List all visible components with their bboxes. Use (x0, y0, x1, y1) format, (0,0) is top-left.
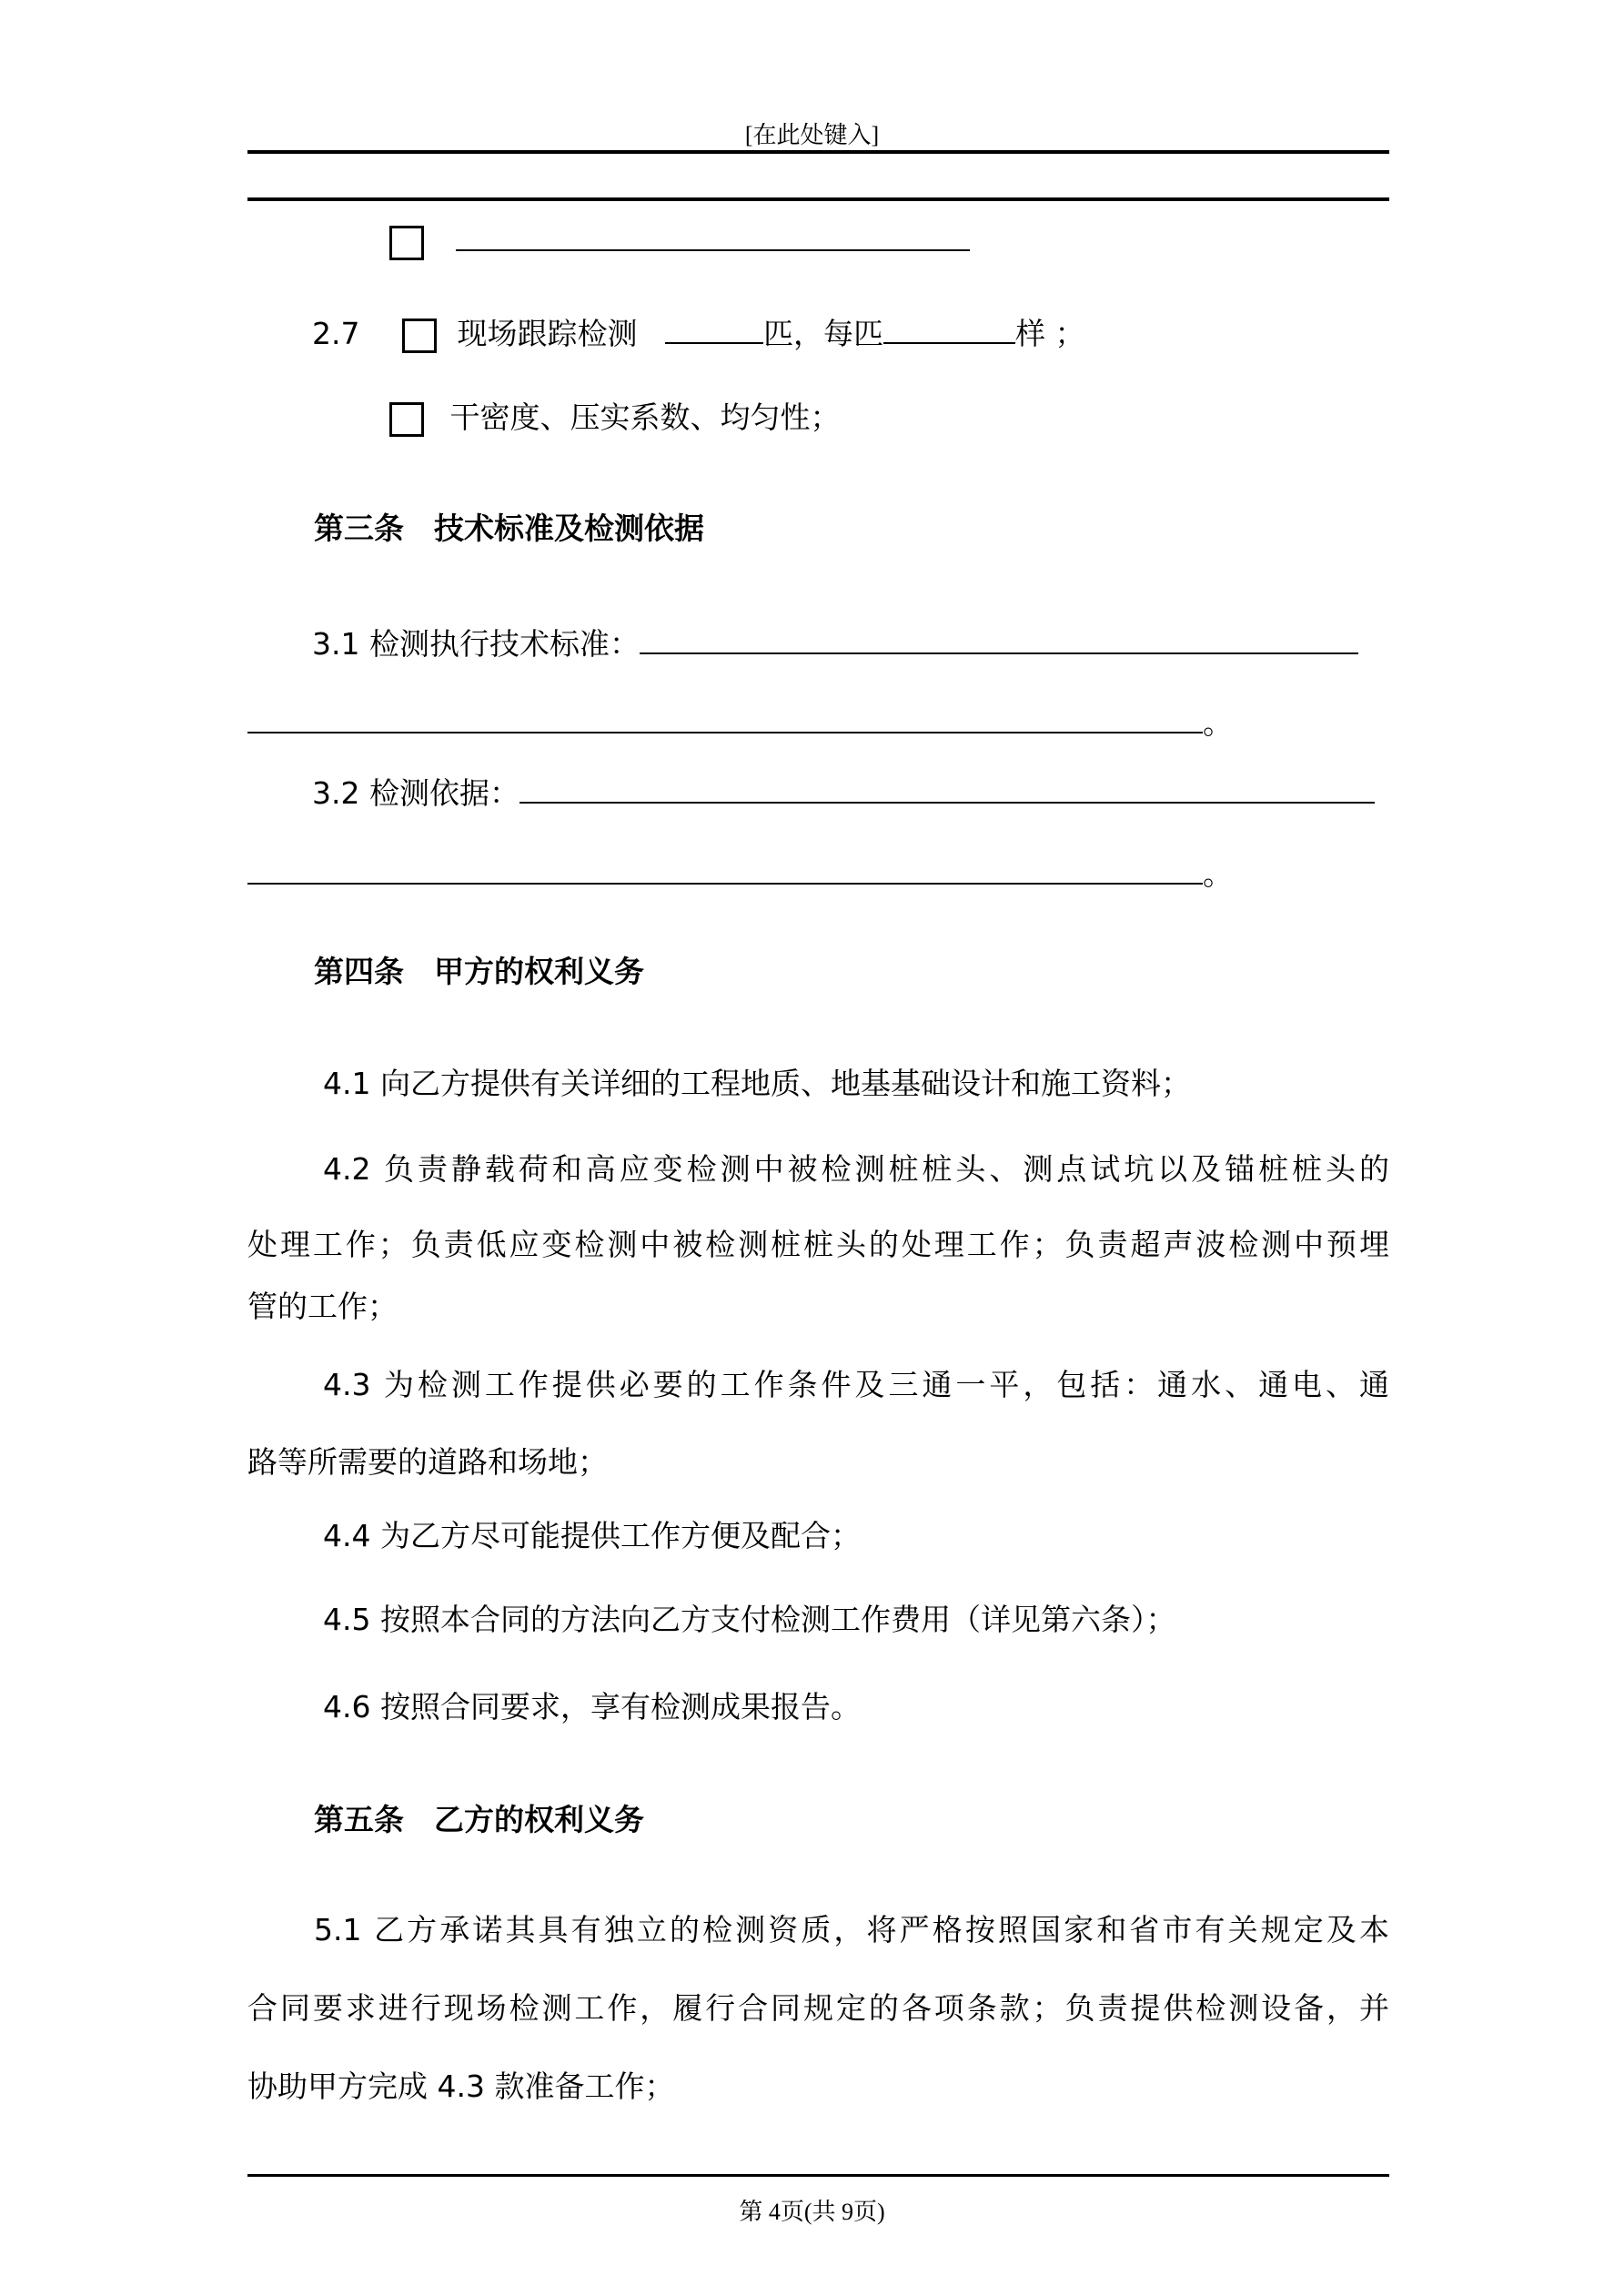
section-5-title: 第五条 乙方的权利义务 (314, 1802, 644, 1837)
item-label: 现场跟踪检测 (457, 316, 638, 351)
clause-3-1-cont (247, 703, 1233, 743)
clause-5-1: 5.1 乙方承诺其具有独立的检测资质，将严格按照国家和省市有关规定及本 (314, 1912, 1389, 1947)
item-label: 干密度、压实系数、均匀性； (449, 400, 841, 435)
clause-3-2-cont (247, 855, 1233, 895)
clause-4-1: 4.1 向乙方提供有关详细的工程地质、地基基础设计和施工资料； (323, 1066, 1191, 1101)
clause-4-3-cont: 路等所需要的道路和场地； (247, 1444, 608, 1480)
clause-4-6: 4.6 按照合同要求，享有检测成果报告。 (323, 1689, 861, 1725)
item-dry-density (389, 398, 841, 438)
clause-4-2-cont: 处理工作；负责低应变检测中被检测桩桩头的处理工作；负责超声波检测中预埋 (247, 1227, 1389, 1262)
period: 。 (1203, 856, 1233, 892)
section-3-title: 第三条 技术标准及检测依据 (314, 511, 704, 546)
option-blank-row (389, 221, 970, 261)
item-number: 2.7 (312, 316, 360, 351)
item-2-7 (312, 314, 1084, 354)
clause-4-5: 4.5 按照本合同的方法向乙方支付检测工作费用（详见第六条）； (323, 1602, 1176, 1637)
section-4-title: 第四条 甲方的权利义务 (314, 954, 644, 989)
clause-4-4: 4.4 为乙方尽可能提供工作方便及配合； (323, 1518, 861, 1553)
unit-label: 样 ； (1014, 316, 1085, 351)
clause-5-1-end: 协助甲方完成 4.3 款准备工作； (247, 2068, 675, 2104)
footer-rule (247, 2174, 1389, 2177)
clause-4-2: 4.2 负责静载荷和高应变检测中被检测桩桩头、测点试坑以及锚桩桩头的 (323, 1151, 1389, 1187)
blank-field[interactable] (456, 222, 970, 251)
basis-field-cont[interactable] (247, 855, 1203, 885)
clause-3-2 (312, 774, 1375, 814)
clause-label: 3.1 检测执行技术标准： (312, 626, 640, 662)
page-footer: 第 4页(共 9页) (739, 2199, 885, 2225)
count-field[interactable] (665, 315, 763, 344)
clause-4-2-end: 管的工作； (247, 1289, 398, 1324)
clause-3-1 (312, 624, 1358, 664)
standard-field-cont[interactable] (247, 704, 1203, 733)
standard-field[interactable] (640, 625, 1358, 654)
page-header: [在此处键入] (744, 122, 880, 148)
table-top-rule (247, 197, 1389, 201)
clause-5-1-cont: 合同要求进行现场检测工作，履行合同规定的各项条款；负责提供检测设备，并 (247, 1990, 1389, 2026)
checkbox[interactable] (389, 226, 424, 260)
basis-field[interactable] (519, 774, 1375, 804)
checkbox[interactable] (402, 319, 437, 353)
clause-4-3: 4.3 为检测工作提供必要的工作条件及三通一平，包括：通水、通电、通 (323, 1367, 1389, 1402)
header-rule (247, 150, 1389, 154)
samples-field[interactable] (883, 315, 1015, 344)
period: 。 (1203, 705, 1233, 741)
checkbox[interactable] (389, 402, 424, 437)
unit-label: 匹，每匹 (762, 316, 883, 351)
clause-label: 3.2 检测依据： (312, 775, 519, 811)
